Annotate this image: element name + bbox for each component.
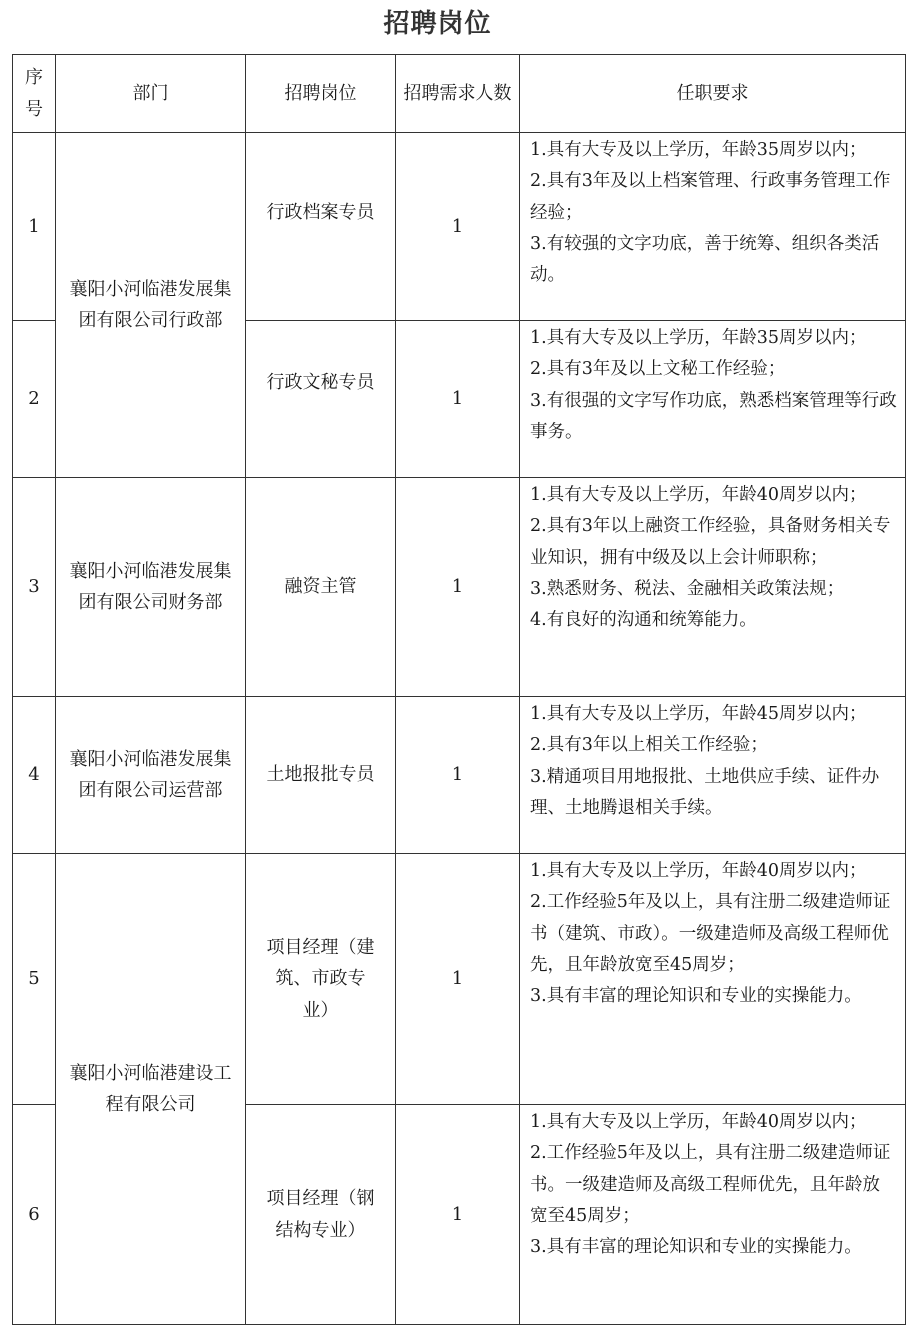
- row-count: 1: [396, 1105, 520, 1325]
- table-row: [13, 133, 906, 321]
- header-count: 招聘需求人数: [396, 55, 520, 133]
- requirement-item: 1.具有大专及以上学历，年龄35周岁以内；: [530, 140, 867, 160]
- row-requirements: [520, 478, 906, 697]
- row-position: 土地报批专员: [246, 697, 396, 854]
- requirement-item: 2.具有3年以上融资工作经验，具备财务相关专业知识，拥有中级及以上会计师职称；: [530, 516, 891, 568]
- requirement-item: 3.具有丰富的理论知识和专业的实操能力。: [530, 986, 862, 1007]
- requirement-item: 1.具有大专及以上学历，年龄40周岁以内；: [530, 485, 867, 505]
- requirement-item: 3.熟悉财务、税法、金融相关政策法规；: [530, 578, 845, 599]
- requirement-item: 1.具有大专及以上学历，年龄40周岁以内；: [530, 1112, 867, 1132]
- header-dept: 部门: [56, 55, 246, 133]
- requirement-item: 2.工作经验5年及以上，具有注册二级建造师证书（建筑、市政）。一级建造师及高级工程师优先，且年龄放宽至45周岁；: [530, 892, 891, 975]
- row-requirements: [520, 1105, 906, 1325]
- row-seq: 5: [13, 854, 56, 1105]
- row-seq: 4: [13, 697, 56, 854]
- requirement-item: 1.具有大专及以上学历，年龄45周岁以内；: [530, 704, 867, 724]
- requirement-item: 3.有很强的文字写作功底，熟悉档案管理等行政事务。: [530, 390, 897, 442]
- requirement-item: 3.精通项目用地报批、土地供应手续、证件办理、土地腾退相关手续。: [530, 766, 880, 818]
- row-seq: 6: [13, 1105, 56, 1325]
- row-seq: 1: [13, 133, 56, 321]
- requirement-item: 3.有较强的文字功底，善于统筹、组织各类活动。: [530, 233, 880, 286]
- row-count: 1: [396, 854, 520, 1105]
- row-seq: 3: [13, 478, 56, 697]
- header-seq: 序号: [13, 55, 56, 133]
- dept-cell: 襄阳小河临港发展集团有限公司运营部: [56, 697, 246, 854]
- row-count: 1: [396, 133, 520, 321]
- table-row: [13, 854, 906, 1105]
- row-requirements: [520, 321, 906, 478]
- requirement-item: 2.具有3年及以上文秘工作经验；: [530, 359, 786, 380]
- row-position: 行政文秘专员: [246, 321, 396, 478]
- requirement-item: 1.具有大专及以上学历，年龄35周岁以内；: [530, 328, 867, 348]
- row-position: 行政档案专员: [246, 133, 396, 321]
- row-count: 1: [396, 478, 520, 697]
- row-count: 1: [396, 321, 520, 478]
- row-position: 融资主管: [246, 478, 396, 697]
- row-position: 项目经理（建筑、市政专业）: [246, 854, 396, 1105]
- row-requirements: [520, 133, 906, 321]
- row-requirements: [520, 854, 906, 1105]
- header-position: 招聘岗位: [246, 55, 396, 133]
- requirement-item: 2.工作经验5年及以上，具有注册二级建造师证书。一级建造师及高级工程师优先，且年龄放宽至45周岁；: [530, 1143, 891, 1226]
- requirement-item: 2.具有3年及以上档案管理、行政事务管理工作经验；: [530, 171, 891, 223]
- row-requirements: [520, 697, 906, 854]
- dept-cell: 襄阳小河临港发展集团有限公司行政部: [56, 133, 246, 478]
- requirement-item: 2.具有3年以上相关工作经验；: [530, 735, 768, 756]
- table-row: [13, 697, 906, 854]
- requirement-item: 3.具有丰富的理论知识和专业的实操能力。: [530, 1237, 862, 1258]
- page-title: 招聘岗位: [383, 9, 492, 39]
- table-row: [13, 478, 906, 697]
- header-requirements: 任职要求: [520, 55, 906, 133]
- dept-cell: 襄阳小河临港建设工程有限公司: [56, 854, 246, 1325]
- requirement-item: 4.有良好的沟通和统筹能力。: [530, 610, 757, 631]
- row-count: 1: [396, 697, 520, 854]
- recruitment-table: [12, 54, 906, 1325]
- row-seq: 2: [13, 321, 56, 478]
- row-position: 项目经理（钢结构专业）: [246, 1105, 396, 1325]
- dept-cell: 襄阳小河临港发展集团有限公司财务部: [56, 478, 246, 697]
- table-header-row: [13, 55, 906, 133]
- requirement-item: 1.具有大专及以上学历，年龄40周岁以内；: [530, 861, 867, 881]
